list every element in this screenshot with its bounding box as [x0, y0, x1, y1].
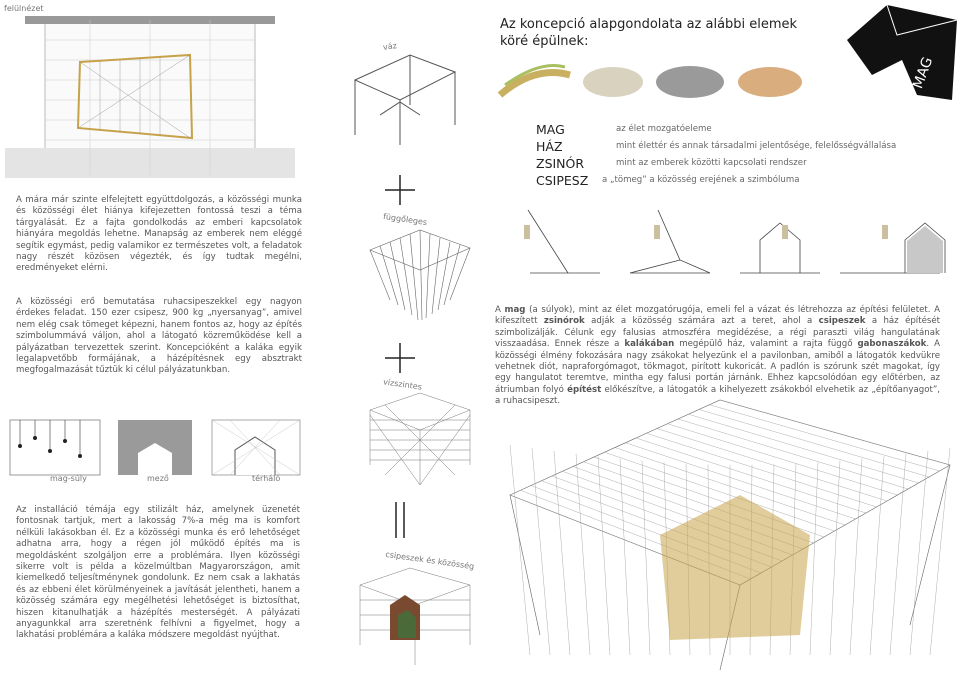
emph-zsinorok: zsinórok	[543, 316, 585, 327]
grid-string	[710, 405, 940, 471]
element-name-zsinor: ZSINÓR	[536, 156, 585, 171]
horizontal-strings-drawing	[360, 385, 480, 495]
elements-descriptions	[602, 121, 897, 189]
element-name-haz: HÁZ	[536, 139, 563, 154]
community-paragraph: A közösségi erő bemutatása ruhacsipeszekkel egy nagyon érdekes feladat. 150 ezer csipesz, 900 kg „nyersanyag”, amivel nem elég csak tömeget képezni, hanem fontos az, hogy az építés szimbolummává váljon, ahol a látogató közreműködése kell a pályázatban tervezettek szerint. Koncepcióként a kaláka egyik legalapvetőbb formájának, a házépítésnek egy absztrakt megfogalmazását tűztük ki célul pályázatunkban.	[16, 297, 302, 376]
elements-list	[536, 121, 588, 189]
corn-image	[738, 67, 802, 97]
grid-string	[890, 454, 906, 655]
frame-drawing	[340, 40, 470, 150]
grid-string	[620, 459, 630, 655]
grid-string	[810, 462, 818, 655]
label-felulnezet: felülnézet	[4, 4, 44, 13]
element-desc-haz: mint élettér és annak társadalmi jelentősége, felelősségvállalása	[616, 141, 897, 151]
grid-string	[642, 461, 650, 655]
grid-string	[532, 448, 550, 655]
grid-string	[699, 410, 929, 478]
right-paragraph: A mag (a súlyok), mint az élet mozgatórugója, emeli fel a vázat és létrehozza az építési felületet. A kifeszített zsinórok adják a közösség számára azt a teret, ahol a csipeszek a ház építését szimbolizálják. Célunk egy falusias atmoszféra megidézése, a régi paraszti világ hangulatának visszaadása. Ennek része a kalákában megépülő ház, valamint a rajta függő gabonaszákok. A közösségi élmény fokozására nagy zsákokat helyezünk el a pavilonban, amiből a látogatók kedvükre vehetnek diót, napraforgómagot, tökmagot, pirított kukoricát. A padlón is szórunk szét magokat, így egy hangulatot teremtve, mintha egy falusi portán járnánk. Ehhez kapcsolódóan egy előtérben, az átriumban folyó építést előkészítve, a látogatók a kihelyezett zsákokból elvehetik az „építőanyagot”, a ruhacsipeszt.	[495, 305, 941, 407]
seeds-image	[656, 66, 724, 98]
sunflower-seeds-image	[583, 67, 643, 97]
element-name-mag: MAG	[536, 122, 565, 137]
pavilion-perspective	[500, 385, 955, 675]
emph-csipeszek: csipeszek	[818, 316, 866, 327]
label-vizszintes: vízszintes	[382, 377, 423, 392]
pegs-house-shape	[660, 495, 810, 640]
emph-kalakaban: kalákában	[624, 339, 675, 350]
mag-logo	[842, 0, 960, 105]
step-diagrams	[520, 205, 950, 280]
element-name-csipesz: CSIPESZ	[536, 173, 589, 188]
emph-epitest: építést	[567, 384, 602, 395]
vertical-strings-drawing	[360, 220, 480, 330]
label-mezo: mező	[147, 474, 169, 483]
wheat-image	[500, 65, 570, 95]
grid-string	[720, 400, 950, 465]
grid-string	[830, 461, 840, 655]
label-terhalo: térháló	[252, 474, 281, 483]
element-desc-mag: az élet mozgatóeleme	[616, 124, 712, 134]
plan-view-drawing	[0, 0, 300, 190]
plus-sign-2	[380, 338, 420, 378]
grid-string	[510, 445, 530, 655]
grid-string	[689, 414, 919, 483]
intro-paragraph: A mára már szinte elfelejtett együttdolgozás, a közösségi munka és közösségi élet hiánya kifejezetten fontossá teszi a téma tárgyalását. Ez a fajta gondolkodás az emberi kapcsolatok hiányára megoldás lehetne. Manapság az emberek nem eléggé segítik egymást, pedig valamikor ez természetes volt, a feladatok nagy részét közösen végezték, és így tudtak megélni, eredményeket elérni.	[16, 195, 302, 274]
emph-mag: mag	[504, 305, 526, 315]
grid-string	[554, 451, 570, 655]
pegs-community-drawing	[350, 560, 480, 670]
concept-title: Az koncepció alapgondolata az alábbi elemek köré épülnek:	[500, 17, 798, 49]
label-mag-suly: mag-súly	[50, 474, 87, 483]
grid-string	[678, 419, 908, 489]
label-csipeszek: csipeszek és közösség	[384, 549, 475, 572]
plus-sign-1	[380, 170, 420, 210]
emph-gabonaszakok: gabonaszákok	[857, 339, 927, 350]
logo-text: MAG	[910, 55, 937, 91]
grid-string	[850, 459, 862, 655]
grain-images	[495, 55, 835, 105]
grid-string	[598, 456, 610, 655]
label-vaz: váz	[382, 41, 398, 52]
grid-string	[930, 448, 950, 655]
element-desc-csipesz: a „tömeg” a közösség erejének a szimbóluma	[602, 175, 800, 185]
element-desc-zsinor: mint az emberek közötti kapcsolati rendszer	[616, 158, 807, 168]
installation-paragraph: Az installáció témája egy stilizált ház, amelynek üzenetét fontosnak tartjuk, mert a lakosság 7%-a még ma is komfort nélküli lakásokban él. Ez a közösségi munka és erő lehetőséget adhatna arra, hogy a régen jól működő építés ma is megoldásként szolgáljon erre a problémára. Ilyen közösségi sikerre volt is példa a közelmúltban Magyarországon, amit kiemelkedő teljesítménynek gondolunk. Ez nem csak a lakhatás és az ebbeni élet körülményeinek a javítását jelentheti, hanem a közösség számára egy megélhetési lehetőséget is biztosíthat, hiszen kitanulhatják a házépítés mesterségét. A pályázati anyagunkkal arra szeretnénk felhívni a figyelmet, hogy a lakhatási problémára a kaláka módszere megoldást nyújthat.	[16, 505, 300, 641]
label-fuggoleges: függőleges	[382, 211, 428, 228]
grid-string	[870, 456, 884, 655]
equals-sign	[390, 500, 410, 540]
grid-string	[576, 454, 590, 655]
